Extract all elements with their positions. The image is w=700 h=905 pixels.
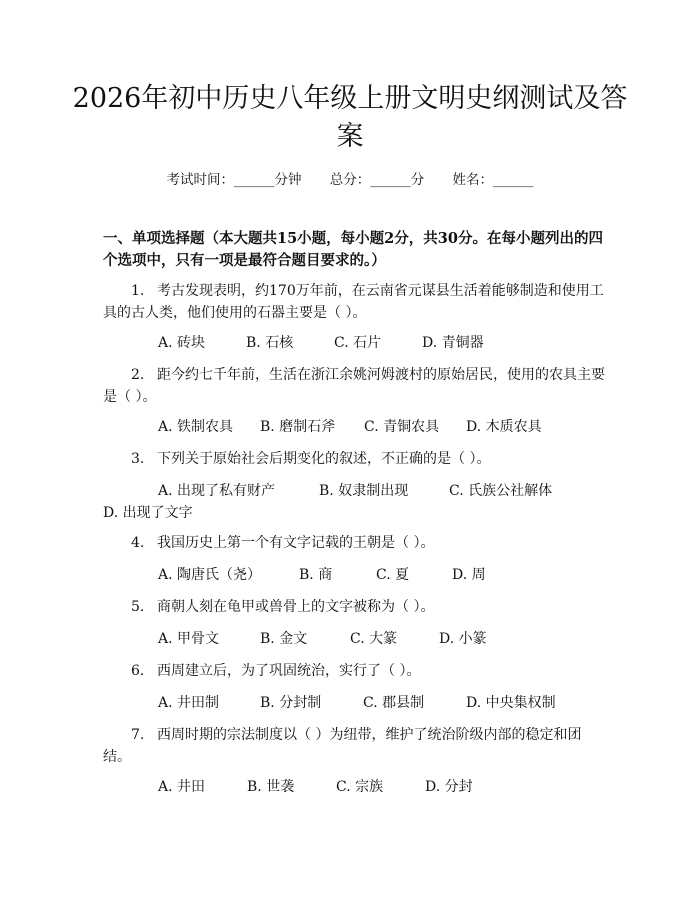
- question-number: 1.: [131, 283, 145, 299]
- exam-time-field: 考试时间：______分钟: [166, 172, 302, 188]
- page-title: 2026年初中历史八年级上册文明史纲测试及答案: [72, 83, 628, 152]
- question-text: 西周建立后，为了巩固统治，实行了（ ）。: [157, 663, 421, 679]
- question-2-options: [158, 416, 608, 438]
- question-number: 7.: [131, 727, 145, 743]
- question-6: [103, 660, 608, 682]
- section-title: 一、单项选择题（本大题共15小题，每小题2分，共30分。在每小题列出的四个选项中，只有一项是最符合题目要求的。）: [103, 230, 603, 269]
- option-d: D. 中央集权制: [466, 695, 556, 711]
- total-score-field: 总分：______分: [329, 172, 425, 188]
- question-number: 6.: [131, 663, 145, 679]
- option-c: C. 大篆: [350, 631, 398, 647]
- option-a: A. 出现了私有财产: [158, 483, 276, 499]
- option-c: C. 夏: [376, 567, 410, 583]
- option-b: B. 金文: [260, 631, 308, 647]
- option-d: D. 小篆: [439, 631, 487, 647]
- option-b: B. 商: [299, 567, 333, 583]
- exam-info: [0, 168, 700, 188]
- question-7: [103, 724, 608, 768]
- question-1: [103, 280, 608, 324]
- question-5-options: [158, 628, 608, 650]
- option-d: D. 周: [452, 567, 486, 583]
- option-a: A. 铁制农具: [158, 419, 234, 435]
- option-a: A. 砖块: [158, 335, 206, 351]
- option-b: B. 奴隶制出现: [319, 483, 409, 499]
- question-text: 商朝人刻在龟甲或兽骨上的文字被称为（ ）。: [157, 599, 435, 615]
- option-c: C. 石片: [334, 335, 382, 351]
- question-6-options: [158, 692, 608, 714]
- option-a: A. 陶唐氏（尧）: [158, 567, 262, 583]
- option-a: A. 甲骨文: [158, 631, 220, 647]
- option-b: B. 世袭: [247, 779, 295, 795]
- option-a: A. 井田: [158, 779, 206, 795]
- question-1-options: [158, 332, 608, 354]
- option-d: D. 木质农具: [466, 419, 542, 435]
- question-4: [103, 532, 608, 554]
- option-b: B. 分封制: [260, 695, 322, 711]
- question-2: [103, 364, 608, 408]
- question-3: [103, 448, 608, 470]
- option-c: C. 宗族: [336, 779, 384, 795]
- question-4-options: [158, 564, 608, 586]
- option-d: D. 青铜器: [422, 335, 484, 351]
- question-7-options: [158, 776, 608, 798]
- question-5: [103, 596, 608, 618]
- question-number: 4.: [131, 535, 145, 551]
- question-number: 2.: [131, 367, 145, 383]
- option-c: C. 郡县制: [363, 695, 425, 711]
- option-d: D. 出现了文字: [103, 505, 193, 521]
- option-d: D. 分封: [425, 779, 473, 795]
- option-c: C. 氏族公社解体: [449, 483, 553, 499]
- question-text: 西周时期的宗法制度以（ ）为纽带，维护了统治阶级内部的稳定和团结。: [103, 727, 582, 765]
- question-text: 下列关于原始社会后期变化的叙述，不正确的是（ ）。: [157, 451, 491, 467]
- question-number: 5.: [131, 599, 145, 615]
- option-c: C. 青铜农具: [364, 419, 440, 435]
- option-b: B. 石核: [246, 335, 294, 351]
- name-field: 姓名：______: [452, 172, 534, 188]
- question-3-options: [103, 480, 608, 524]
- question-text: 考古发现表明，约170万年前，在云南省元谋县生活着能够制造和使用工具的古人类，他们使用的石器主要是（ ）。: [103, 283, 604, 321]
- option-a: A. 井田制: [158, 695, 220, 711]
- question-number: 3.: [131, 451, 145, 467]
- question-text: 距今约七千年前，生活在浙江余姚河姆渡村的原始居民，使用的农具主要是（ ）。: [103, 367, 605, 405]
- option-b: B. 磨制石斧: [260, 419, 336, 435]
- question-text: 我国历史上第一个有文字记载的王朝是（ ）。: [157, 535, 435, 551]
